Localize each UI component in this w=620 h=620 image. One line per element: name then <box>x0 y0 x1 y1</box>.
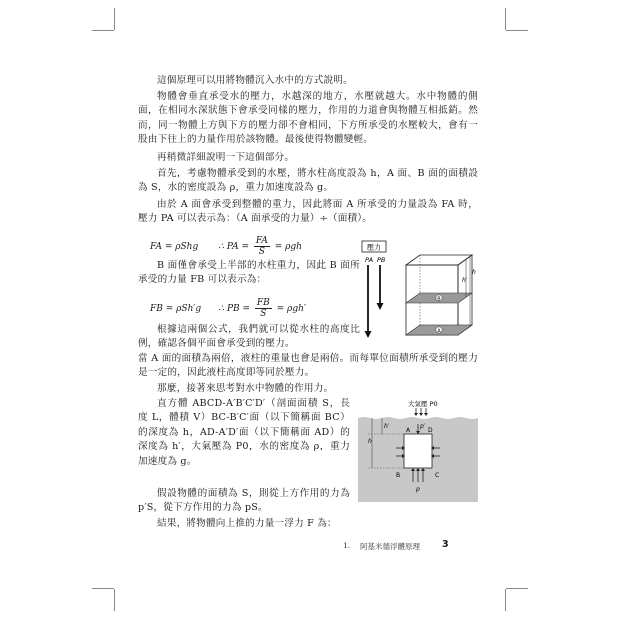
corner-a-label: A <box>406 427 411 434</box>
h-label: h <box>472 269 476 276</box>
formula-therefore: ∴ PB = <box>218 304 251 314</box>
paragraph-pressure-explanation: 物體會垂直承受水的壓力，水越深的地方，水壓就越大。水中物體的側面，在相同水深狀態下會承受同樣的壓力，作用的力道會與物體互相抵銷。然而，同一物體上方與下方的壓力卻不會相同，下方所承受的水壓較大，會有一股由下往上的力量作用於該物體。最後使得物體變輕。 <box>138 91 478 146</box>
atm-arrowhead <box>419 413 423 416</box>
plane-b-label: B <box>437 296 441 303</box>
crop-mark <box>505 8 506 30</box>
fraction <box>255 298 272 319</box>
paragraph-cuboid: 直方體 ABCD-A′B′C′D′（剖面面積 S，長度 L，體積 V）BC-B′C′面（以下簡稱面 BC）的深度為 h，AD-A′D′面（以下簡稱面 AD）的深度為 h′，大氣壓為 P0，水的密度為 ρ，重力加速度為 g。 <box>138 398 350 467</box>
paragraph-face-a: 由於 A 面會承受到整體的重力，因此將面 A 所承受的力量設為 FA 時，壓力 PA 可以表示為：（A 面承受的力量）÷（面積）。 <box>138 199 478 225</box>
cuboid <box>404 434 432 468</box>
hprime-label: h′ <box>462 277 468 284</box>
paragraph-force-intro: 那麼，接著來思考對水中物體的作用力。 <box>157 383 334 394</box>
formula-fb-left: FB = ρSh′g <box>150 304 202 314</box>
hprime-label: h′ <box>384 423 390 430</box>
submerged-cuboid-figure <box>358 398 478 502</box>
paragraph-area-double: 當 A 面的面積為兩倍，液柱的重量也會是兩倍。而每單位面積所承受到的壓力是一定的，因此液柱高度即等同於壓力。 <box>138 353 478 379</box>
fraction-denominator: S <box>258 247 265 257</box>
p-label: p <box>416 486 420 493</box>
formula-pa <box>150 236 302 257</box>
atm-arrowhead <box>414 413 418 416</box>
h-label: h <box>368 438 372 445</box>
fraction-numerator: FA <box>255 236 268 246</box>
paragraph-forces: 假設物體的面積為 S，則從上方作用的力為 p′S，從下方作用的力為 pS。 <box>138 488 350 514</box>
paragraph-detail-intro: 再稍微詳細說明一下這個部分。 <box>157 152 295 163</box>
paragraph-definitions: 首先，考慮物體承受到的水壓，將水柱高度設為 h，A 面、B 面的面積設為 S，水的密度設為 ρ，重力加速度設為 g。 <box>138 168 478 194</box>
pressure-label: 壓力 <box>367 243 381 252</box>
atm-arrowhead <box>424 413 428 416</box>
fraction-denominator: S <box>260 309 267 319</box>
footer-chapter-number: 1. <box>343 541 351 550</box>
crop-mark <box>506 588 528 589</box>
formula-pb <box>150 298 306 319</box>
water-column-figure <box>360 240 478 340</box>
crop-mark <box>92 588 114 589</box>
pa-arrowhead <box>365 331 372 338</box>
crop-mark <box>92 30 114 31</box>
crop-mark <box>114 8 115 30</box>
formula-result: = ρgh <box>274 242 302 252</box>
fraction-numerator: FB <box>256 298 270 308</box>
paragraph-ratio: 根據這兩個公式，我們就可以從水柱的高度比例，確認各個平面會承受到的壓力。 <box>138 324 360 350</box>
page-number: 3 <box>442 539 449 550</box>
atmospheric-pressure-label: 大氣壓 P0 <box>408 400 438 408</box>
footer-chapter-title: 阿基米德浮體原理 <box>360 542 420 551</box>
crop-mark <box>506 30 528 31</box>
formula-therefore: ∴ PA = <box>218 242 249 252</box>
crop-mark <box>505 589 506 611</box>
corner-b-label: B <box>396 472 401 479</box>
paragraph-buoyancy: 結果，將物體向上推的力量一浮力 F 為： <box>157 518 337 529</box>
plane-a-label: A <box>437 328 441 335</box>
paragraph-face-b: B 面僅會承受上半部的水柱重力，因此 B 面所承受的力量 FB 可以表示為： <box>138 260 360 286</box>
paragraph-intro: 這個原理可以用將物體沉入水中的方式說明。 <box>157 75 353 86</box>
fraction <box>254 236 270 257</box>
pb-arrowhead <box>377 303 384 310</box>
corner-d-label: D <box>428 427 433 434</box>
pprime-label: p′ <box>420 423 426 430</box>
pa-label: PA <box>365 256 374 264</box>
formula-fa-left: FA = ρShg <box>150 242 199 252</box>
formula-result: = ρgh′ <box>276 304 306 314</box>
corner-c-label: C <box>435 472 440 479</box>
pb-label: PB <box>377 256 386 264</box>
crop-mark <box>114 589 115 611</box>
cube-top <box>406 255 472 265</box>
